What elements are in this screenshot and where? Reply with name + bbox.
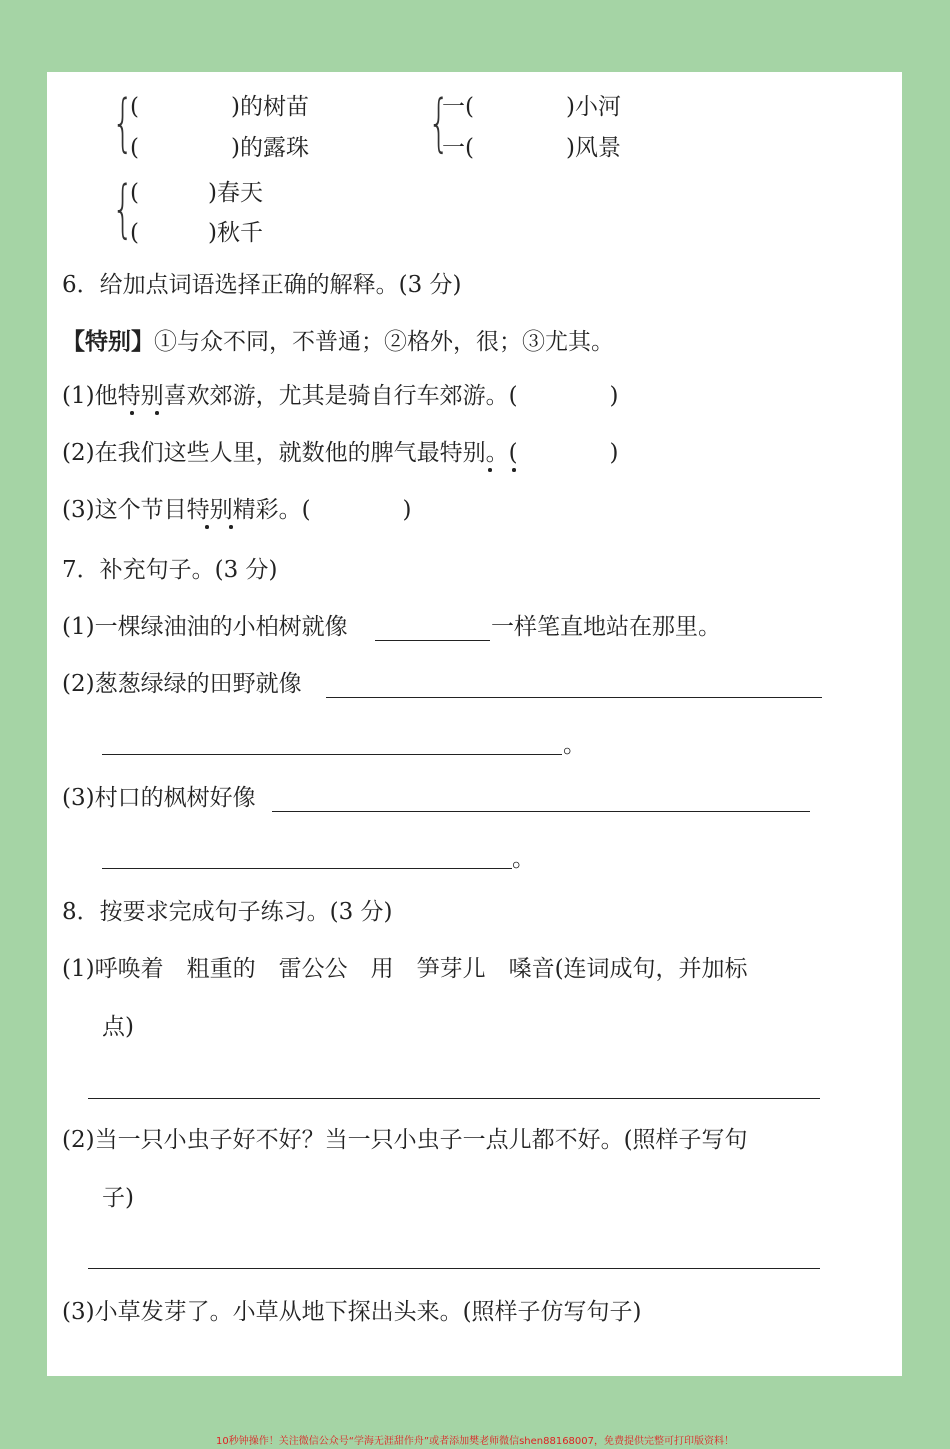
brace-group-1: { xyxy=(112,86,134,159)
q7-sentence-3: (3)村口的枫树好像 xyxy=(62,785,256,811)
q8-sentence-1-cont: 点) xyxy=(102,1014,134,1040)
emphasis-dot xyxy=(155,411,159,415)
brace-group-2: { xyxy=(428,86,450,159)
answer-line[interactable] xyxy=(88,1268,820,1269)
q6-definition xyxy=(62,327,614,357)
emphasis-dot xyxy=(130,411,134,415)
q8-sentence-1: (1)呼唤着 粗重的 雷公公 用 笋芽儿 嗓音(连词成句，并加标 xyxy=(62,956,748,982)
answer-line[interactable] xyxy=(375,640,490,641)
q8-sentence-2-cont: 子) xyxy=(102,1185,134,1211)
emphasis-dot xyxy=(488,468,492,472)
emphasis-dot xyxy=(512,468,516,472)
q5-g2-item-1: 一( )小河 xyxy=(442,94,621,120)
q6-def-text: ①与众不同，不普通；②格外，很；③尤其。 xyxy=(154,329,614,355)
q7-sentence-1a: (1)一棵绿油油的小柏树就像 xyxy=(62,614,348,640)
q5-g3-item-2: ( )秋千 xyxy=(130,220,263,246)
q7-sentence-2-end: 。 xyxy=(563,732,586,758)
q6-sentence-1: (1)他特别喜欢郊游，尤其是骑自行车郊游。( ) xyxy=(62,383,619,409)
emphasis-dot xyxy=(229,525,233,529)
answer-line[interactable] xyxy=(88,1098,820,1099)
q5-g1-item-2: ( )的露珠 xyxy=(130,135,309,161)
q5-g2-item-2: 一( )风景 xyxy=(442,135,621,161)
brace-group-3: { xyxy=(112,172,134,245)
answer-line[interactable] xyxy=(272,811,810,812)
q7-sentence-2: (2)葱葱绿绿的田野就像 xyxy=(62,671,302,697)
q6-def-label: 【特别】 xyxy=(62,329,154,355)
q7-sentence-3-end: 。 xyxy=(512,846,535,872)
q5-g1-item-1: ( )的树苗 xyxy=(130,94,309,120)
answer-line[interactable] xyxy=(326,697,822,698)
q6-sentence-3: (3)这个节目特别精彩。( ) xyxy=(62,497,412,523)
q5-g3-item-1: ( )春天 xyxy=(130,180,263,206)
footer-notice: 10秒钟操作！关注微信公众号“学海无涯甜作舟”或者添加樊老师微信shen88168007，免费提供完整可打印版资料！ xyxy=(215,1436,735,1447)
q8-sentence-2: (2)当一只小虫子好不好？当一只小虫子一点儿都不好。(照样子写句 xyxy=(62,1127,748,1153)
q7-title: 7．补充句子。(3 分) xyxy=(62,557,278,583)
q6-sentence-2: (2)在我们这些人里，就数他的脾气最特别。( ) xyxy=(62,440,619,466)
q7-sentence-1b: 一样笔直地站在那里。 xyxy=(491,614,721,640)
answer-line[interactable] xyxy=(102,754,562,755)
q8-sentence-3: (3)小草发芽了。小草从地下探出头来。(照样子仿写句子) xyxy=(62,1299,642,1325)
answer-line[interactable] xyxy=(102,868,512,869)
emphasis-dot xyxy=(205,525,209,529)
q8-title: 8．按要求完成句子练习。(3 分) xyxy=(62,899,393,925)
q6-title: 6．给加点词语选择正确的解释。(3 分) xyxy=(62,272,462,298)
worksheet-page xyxy=(47,72,902,1376)
